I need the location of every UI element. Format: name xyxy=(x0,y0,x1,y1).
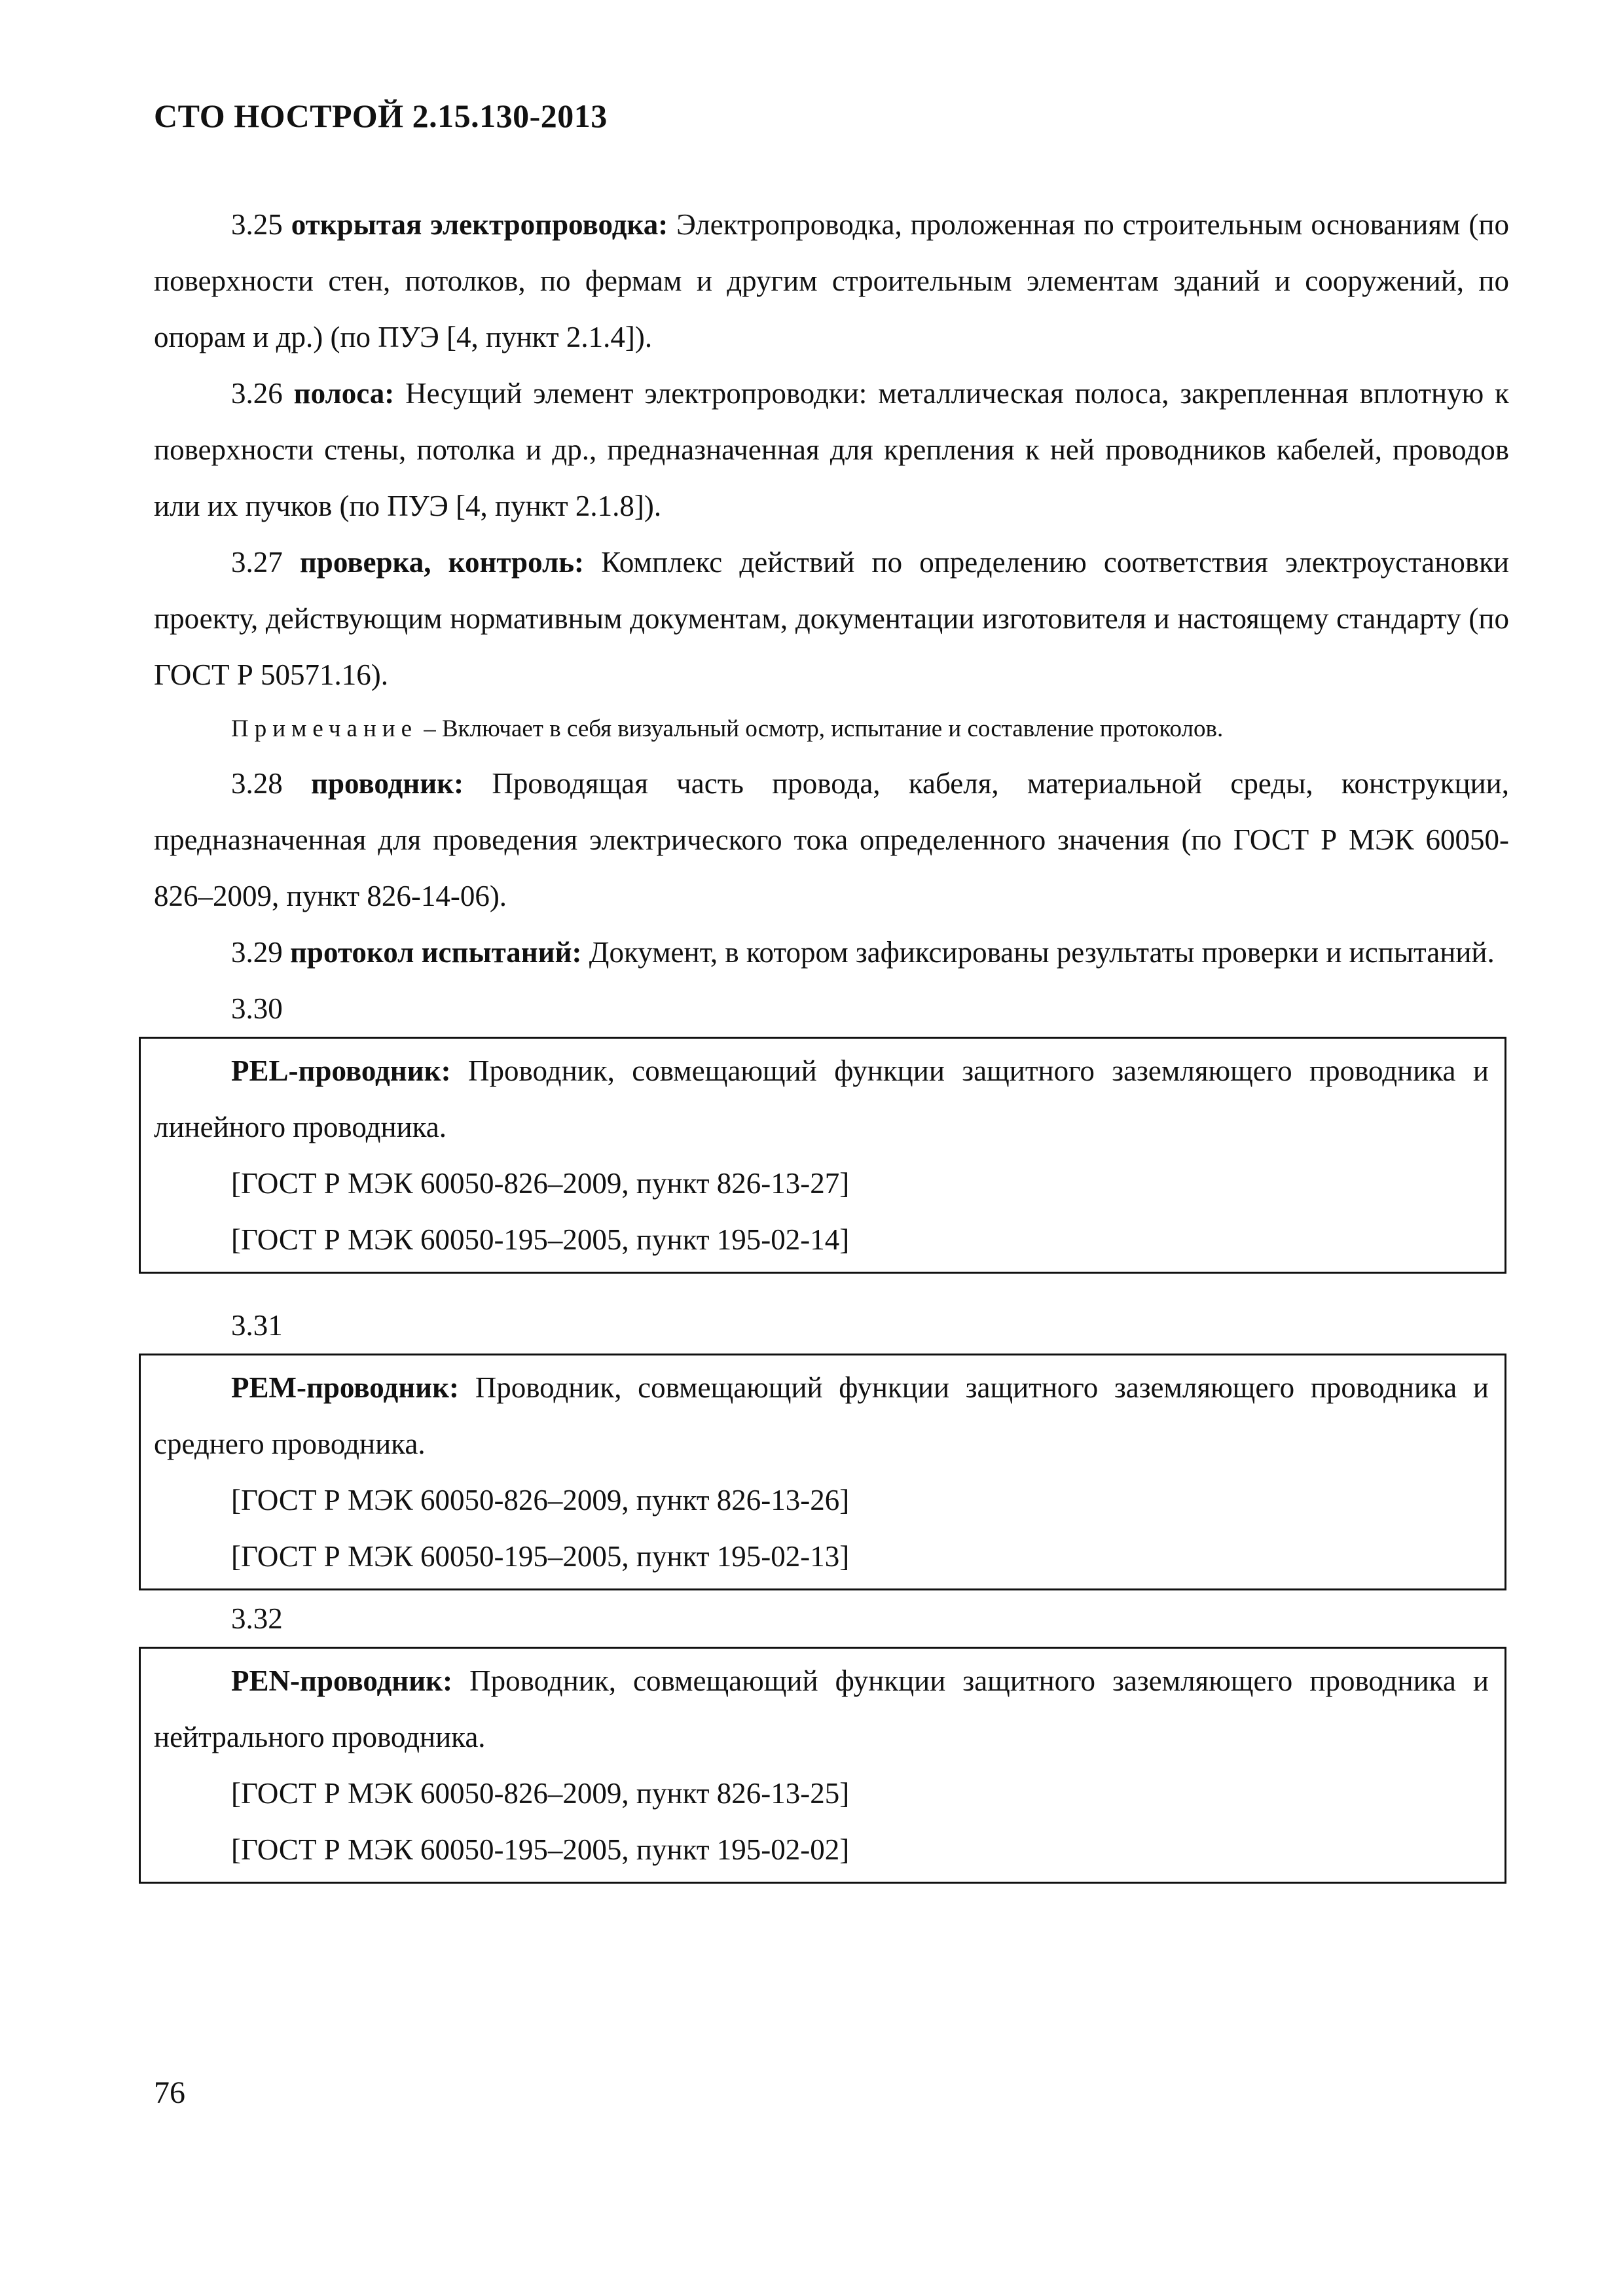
definition-term: PEN-проводник: xyxy=(231,1664,453,1697)
definition-text: Несущий элемент электропроводки: металлическая полоса, закрепленная вплотную к поверхности стены, потолка и др., предназначенная для крепления к ней проводников кабелей, проводов или их пучков (по ПУЭ [4, пункт 2.1.8]). xyxy=(154,377,1509,522)
definition-text: Комплекс действий по определению соответствия электроустановки проекту, действующим нормативным документам, документации изготовителя и настоящему стандарту (по ГОСТ Р 50571.16). xyxy=(154,546,1510,691)
definition-number-3-30: 3.30 xyxy=(231,992,283,1025)
source-reference: [ГОСТ Р МЭК 60050-826–2009, пункт 826-13-26] xyxy=(231,1484,850,1516)
definition-number: 3.27 xyxy=(231,546,283,579)
definition-term: полоса: xyxy=(293,377,395,410)
definition-text: Проводник, совмещающий функции защитного заземляющего проводника и нейтрального проводника. xyxy=(154,1664,1489,1753)
source-reference: [ГОСТ Р МЭК 60050-826–2009, пункт 826-13-27] xyxy=(231,1167,850,1200)
note-text: – Включает в себя визуальный осмотр, испытание и составление протоколов. xyxy=(424,715,1224,742)
source-reference: [ГОСТ Р МЭК 60050-826–2009, пункт 826-13-25] xyxy=(231,1777,850,1810)
definition-number: 3.26 xyxy=(231,377,283,410)
definition-number-3-31: 3.31 xyxy=(231,1309,283,1342)
note-3-27 xyxy=(154,703,1509,755)
definition-number-3-32: 3.32 xyxy=(231,1602,283,1635)
definition-term: протокол испытаний: xyxy=(290,936,582,969)
definition-box-3-31 xyxy=(139,1354,1506,1590)
definition-text: Электропроводка, проложенная по строительным основаниям (по поверхности стен, потолков, по фермам и другим строительным элементам зданий и сооружений, по опорам и др.) (по ПУЭ [4, пункт 2.1.4]). xyxy=(154,208,1509,353)
definition-text: Проводящая часть провода, кабеля, материальной среды, конструкции, предназначенная для проведения электрического тока определенного значения (по ГОСТ Р МЭК 60050-826–2009, пункт 826-14-06). xyxy=(154,767,1509,912)
source-reference: [ГОСТ Р МЭК 60050-195–2005, пункт 195-02-02] xyxy=(231,1833,850,1866)
source-reference: [ГОСТ Р МЭК 60050-195–2005, пункт 195-02-13] xyxy=(231,1540,850,1573)
boxed-definition xyxy=(154,1043,1489,1155)
definition-text: Проводник, совмещающий функции защитного заземляющего проводника и среднего проводника. xyxy=(154,1371,1489,1460)
definition-term: проверка, контроль: xyxy=(299,546,585,579)
document-body xyxy=(154,196,1509,1884)
source-reference: [ГОСТ Р МЭК 60050-195–2005, пункт 195-02-14] xyxy=(231,1223,850,1256)
definition-term: PEL-проводник: xyxy=(231,1054,451,1087)
definition-term: PEM-проводник: xyxy=(231,1371,460,1404)
page-number: 76 xyxy=(154,2075,185,2110)
spacer xyxy=(154,1274,1509,1297)
definition-box-3-32 xyxy=(139,1647,1506,1884)
definition-term: проводник: xyxy=(311,767,464,800)
definition-3-26 xyxy=(154,365,1509,534)
definition-number: 3.25 xyxy=(231,208,283,241)
definition-text: Проводник, совмещающий функции защитного заземляющего проводника и линейного проводника. xyxy=(154,1054,1489,1143)
definition-number: 3.28 xyxy=(231,767,283,800)
definition-box-3-30 xyxy=(139,1037,1506,1274)
page-header-title: СТО НОСТРОЙ 2.15.130-2013 xyxy=(154,98,608,134)
definition-text: Документ, в котором зафиксированы результаты проверки и испытаний. xyxy=(589,936,1495,969)
definition-3-27 xyxy=(154,534,1509,703)
definition-3-25 xyxy=(154,196,1509,365)
definition-3-28 xyxy=(154,755,1509,924)
definition-3-29 xyxy=(154,924,1509,980)
boxed-definition xyxy=(154,1653,1489,1765)
boxed-definition xyxy=(154,1359,1489,1472)
definition-term: открытая электропроводка: xyxy=(291,208,668,241)
definition-number: 3.29 xyxy=(231,936,283,969)
note-label: Примечание xyxy=(231,715,418,742)
